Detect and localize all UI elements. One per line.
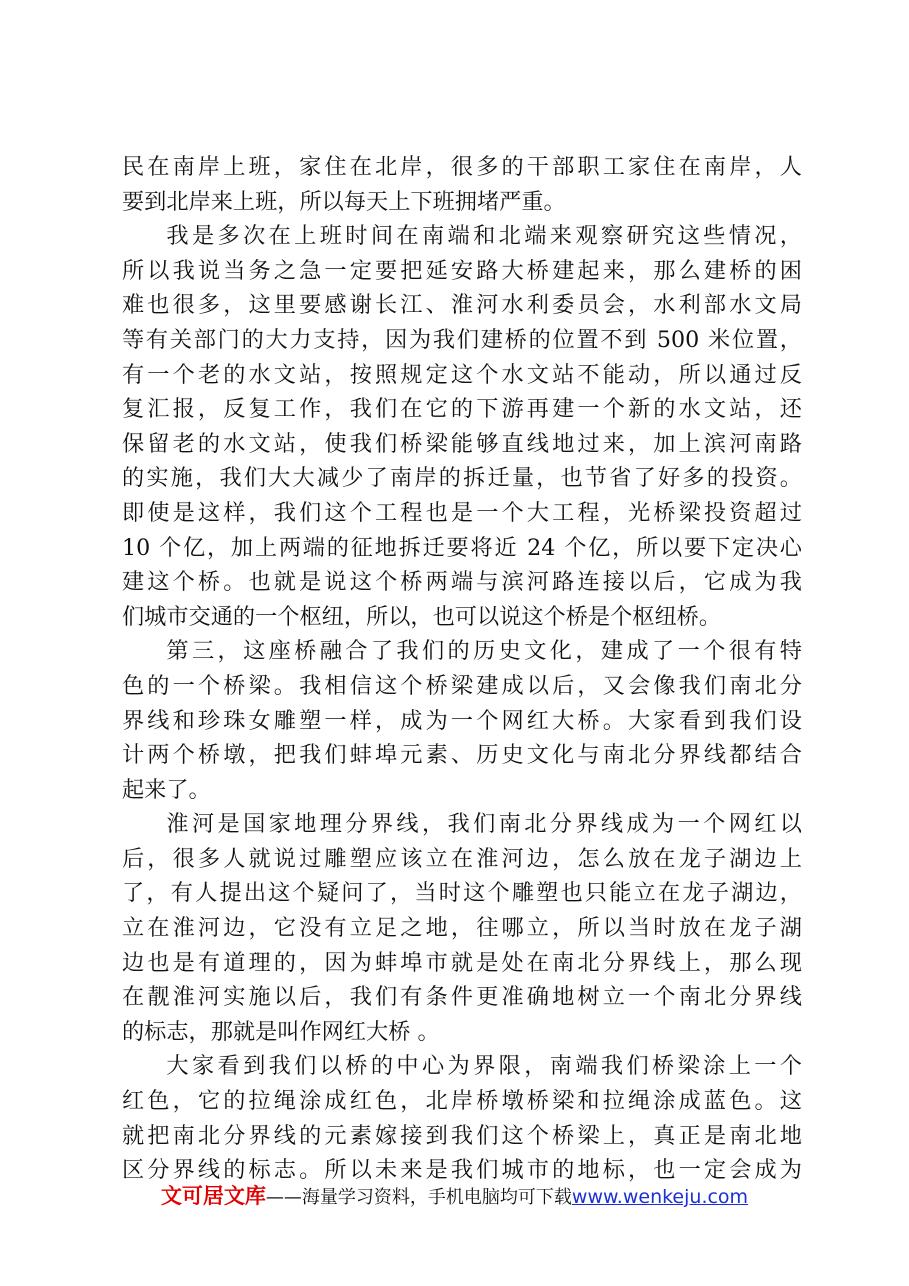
footer-brand: 文可居文库 xyxy=(160,1184,266,1208)
text-line: 淮河是国家地理分界线，我们南北分界线成为一个网红以 xyxy=(166,811,802,838)
text-line: 在靓淮河实施以后，我们有条件更准确地树立一个南北分界线 xyxy=(122,984,802,1011)
document-body xyxy=(122,150,802,1188)
text-line: 难也很多，这里要感谢长江、淮河水利委员会，水利部水文局 xyxy=(122,292,802,319)
footer-website-link[interactable]: www.wenkeju.com xyxy=(571,1186,749,1208)
text-line: 有一个老的水文站，按照规定这个水文站不能动，所以通过反 xyxy=(122,361,802,388)
text-line: 立在淮河边，它没有立足之地，往哪立，所以当时放在龙子湖 xyxy=(122,915,802,942)
text-line: 的实施，我们大大减少了南岸的拆迁量，也节省了好多的投资。 xyxy=(122,465,802,492)
text-line: 的标志，那就是叫作网红大桥 。 xyxy=(122,1018,440,1045)
text-line: 即使是这样，我们这个工程也是一个大工程，光桥梁投资超过 xyxy=(122,499,802,526)
text-line: 我是多次在上班时间在南端和北端来观察研究这些情况， xyxy=(166,223,802,250)
text-line: 建这个桥。也就是说这个桥两端与滨河路连接以后，它成为我 xyxy=(122,569,802,596)
text-line: 10 个亿，加上两端的征地拆迁要将近 24 个亿，所以要下定决心 xyxy=(122,534,802,561)
text-line: 红色，它的拉绳涂成红色，北岸桥墩桥梁和拉绳涂成蓝色。这 xyxy=(122,1088,802,1115)
text-line: 们城市交通的一个枢纽，所以，也可以说这个桥是个枢纽桥。 xyxy=(122,603,722,630)
text-line: 要到北岸来上班，所以每天上下班拥堵严重。 xyxy=(122,188,566,215)
text-line: 色的一个桥梁。我相信这个桥梁建成以后，又会像我们南北分 xyxy=(122,672,802,699)
footer-tagline: ——海量学习资料，手机电脑均可下载 xyxy=(265,1187,572,1208)
text-line: 了，有人提出这个疑问了，当时这个雕塑也只能立在龙子湖边， xyxy=(122,880,802,907)
footer-banner xyxy=(0,1180,909,1210)
text-line: 保留老的水文站，使我们桥梁能够直线地过来，加上滨河南路 xyxy=(122,430,802,457)
text-line: 区分界线的标志。所以未来是我们城市的地标，也一定会成为 xyxy=(122,1157,802,1184)
text-line: 第三，这座桥融合了我们的历史文化，建成了一个很有特 xyxy=(166,638,802,665)
text-line: 计两个桥墩，把我们蚌埠元素、历史文化与南北分界线都结合 xyxy=(122,742,802,769)
text-line: 就把南北分界线的元素嫁接到我们这个桥梁上，真正是南北地 xyxy=(122,1122,802,1149)
text-line: 界线和珍珠女雕塑一样，成为一个网红大桥。大家看到我们设 xyxy=(122,707,802,734)
text-line: 后，很多人就说过雕塑应该立在淮河边，怎么放在龙子湖边上 xyxy=(122,845,802,872)
text-line: 民在南岸上班，家住在北岸，很多的干部职工家住在南岸，人 xyxy=(122,154,802,180)
text-line: 起来了。 xyxy=(122,776,211,803)
text-line: 所以我说当务之急一定要把延安路大桥建起来，那么建桥的困 xyxy=(122,257,802,284)
text-line: 大家看到我们以桥的中心为界限，南端我们桥梁涂上一个 xyxy=(166,1053,802,1080)
text-line: 边也是有道理的，因为蚌埠市就是处在南北分界线上，那么现 xyxy=(122,949,802,976)
text-line: 复汇报，反复工作，我们在它的下游再建一个新的水文站，还 xyxy=(122,396,802,423)
text-line: 等有关部门的大力支持，因为我们建桥的位置不到 500 米位置， xyxy=(122,326,802,353)
